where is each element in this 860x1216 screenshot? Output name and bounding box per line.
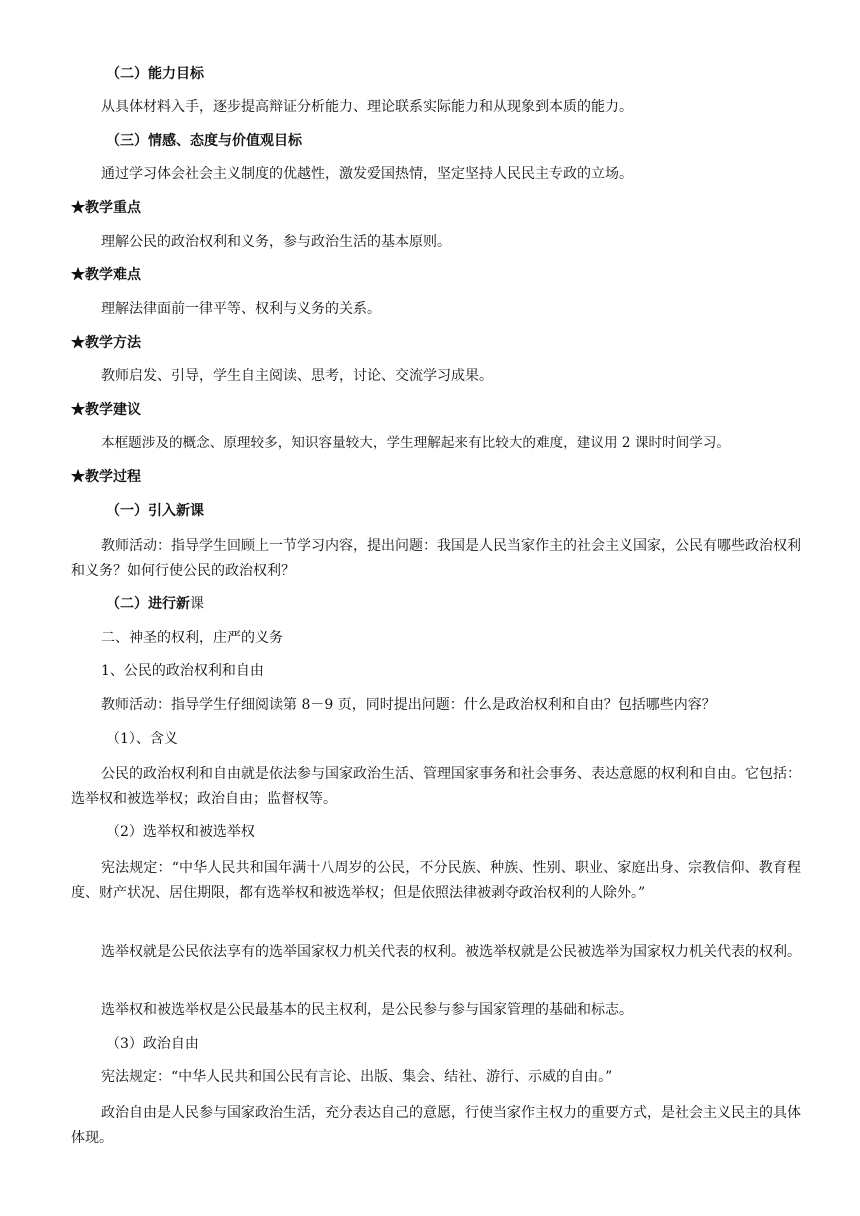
- heading-teaching-difficulty: ★教学难点: [71, 267, 141, 283]
- paragraph-political-freedom: 政治自由是人民参与国家政治生活，充分表达自己的意愿，行使当家作主权力的重要方式，是社会主义民主的具体体现。: [71, 1105, 801, 1146]
- heading-new-lesson: [71, 594, 801, 614]
- heading-teaching-suggestion: ★教学建议: [71, 402, 141, 418]
- heading-new-lesson-tail: 课: [190, 596, 204, 612]
- paragraph-teaching-method: 教师启发、引导，学生自主阅读、思考，讨论、交流学习成果。: [101, 368, 493, 384]
- heading-new-lesson-bold: （二）进行新: [106, 596, 190, 612]
- paragraph-constitution-freedom: 宪法规定：“中华人民共和国公民有言论、出版、集会、结社、游行、示威的自由。”: [101, 1069, 613, 1085]
- subheading-meaning: （1）、含义: [106, 731, 178, 747]
- heading-teaching-process: ★教学过程: [71, 469, 141, 485]
- paragraph-teaching-key: 理解公民的政治权利和义务，参与政治生活的基本原则。: [101, 234, 451, 250]
- paragraph-intro-activity: 教师活动：指导学生回顾上一节学习内容，提出问题：我国是人民当家作主的社会主义国家，公民有哪些政治权利和义务？如何行使公民的政治权利？: [71, 538, 801, 579]
- heading-intro-new-lesson: （一）引入新课: [106, 503, 204, 519]
- section-2-title: 二、神圣的权利，庄严的义务: [101, 630, 283, 646]
- heading-teaching-method: ★教学方法: [71, 335, 141, 351]
- heading-ability-goal: （二）能力目标: [106, 66, 204, 82]
- section-2-1-title: 1、公民的政治权利和自由: [101, 663, 264, 679]
- subheading-political-freedom: （3）政治自由: [106, 1036, 199, 1052]
- paragraph-teaching-suggestion: 本框题涉及的概念、原理较多，知识容量较大，学生理解起来有比较大的难度，建议用 2 课时时间学习。: [101, 435, 731, 451]
- heading-emotion-goal: （三）情感、态度与价值观目标: [106, 133, 302, 149]
- paragraph-ability-goal: 从具体材料入手，逐步提高辩证分析能力、理论联系实际能力和从现象到本质的能力。: [101, 99, 633, 115]
- paragraph-emotion-goal: 通过学习体会社会主义制度的优越性，激发爱国热情，坚定坚持人民民主专政的立场。: [101, 166, 633, 182]
- subheading-election-rights: （2）选举权和被选举权: [106, 824, 255, 840]
- paragraph-teaching-difficulty: 理解法律面前一律平等、权利与义务的关系。: [101, 301, 381, 317]
- paragraph-election-basic: 选举权和被选举权是公民最基本的民主权利，是公民参与参与国家管理的基础和标志。: [101, 1002, 633, 1018]
- paragraph-meaning: 公民的政治权利和自由就是依法参与国家政治生活、管理国家事务和社会事务、表达意愿的权利和自由。它包括：选举权和被选举权；政治自由；监督权等。: [71, 766, 801, 807]
- paragraph-election-definition: 选举权就是公民依法享有的选举国家权力机关代表的权利。被选举权就是公民被选举为国家权力机关代表的权利。: [101, 944, 801, 960]
- heading-teaching-key: ★教学重点: [71, 200, 141, 216]
- paragraph-constitution-election: 宪法规定：“中华人民共和国年满十八周岁的公民，不分民族、种族、性别、职业、家庭出身、宗教信仰、教育程度、财产状况、居住期限，都有选举权和被选举权；但是依照法律被剥夺政治权利的人除外。”: [71, 860, 801, 901]
- paragraph-teacher-activity: 教师活动：指导学生仔细阅读第 8－9 页，同时提出问题：什么是政治权利和自由？包括哪些内容？: [101, 697, 716, 713]
